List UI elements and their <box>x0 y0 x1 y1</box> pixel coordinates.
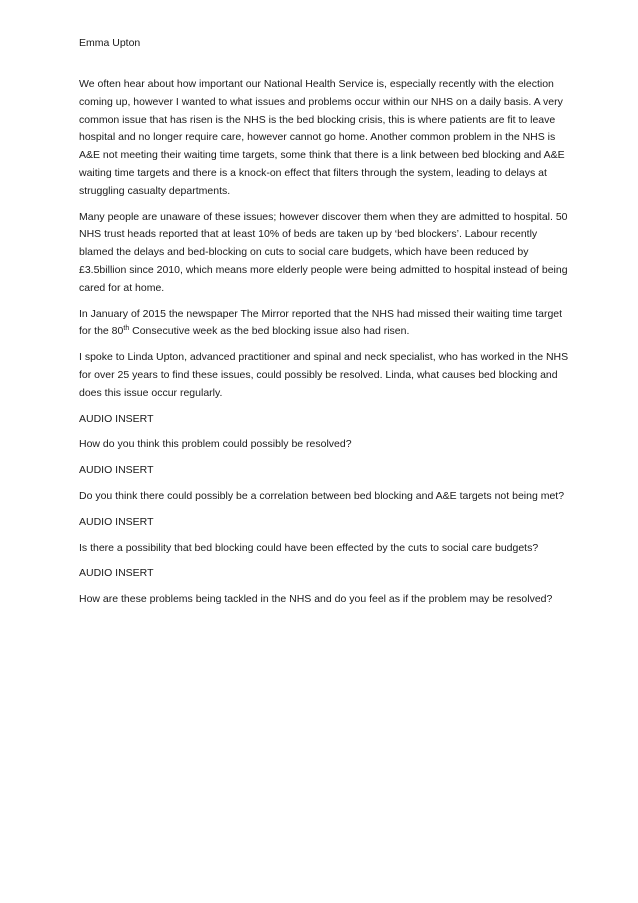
awareness-paragraph: Many people are unaware of these issues; however discover them when they are admitted to hospital. 50 NHS trust heads reported that at least 10% of beds are taken up by ‘bed blockers’. Labour recently blamed the delays and bed-blocking on cuts to social care budgets, which have been reduced by £3.5billion since 2010, which means more elderly people were being admitted to hospital instead of being cared for at home. <box>79 210 568 294</box>
audio-insert-3: AUDIO INSERT <box>79 515 154 528</box>
audio-insert-1: AUDIO INSERT <box>79 412 154 425</box>
audio-insert-2: AUDIO INSERT <box>79 464 154 477</box>
question-4: How are these problems being tackled in the NHS and do you feel as if the problem may be resolved? <box>79 593 553 606</box>
intro-paragraph: We often hear about how important our National Health Service is, especially recently with the election coming up, however I wanted to what issues and problems occur within our NHS on a daily basis. A very common issue that has risen is the NHS is the bed blocking crisis, this is where patients are fit to leave hospital and no longer require care, however cannot go home. Another common problem in the NHS is A&E not meeting their waiting time targets, some think that there is a link between bed blocking and A&E waiting time targets and there is a knock-on effect that filters through the system, leading to delays at struggling casualty departments. <box>79 78 565 197</box>
question-1: How do you think this problem could possibly be resolved? <box>79 438 352 451</box>
mirror-report-paragraph <box>79 306 569 342</box>
mirror-report-text-end: Consecutive week as the bed blocking issue also had risen. <box>129 325 410 338</box>
ordinal-suffix: th <box>123 325 130 333</box>
audio-insert-4: AUDIO INSERT <box>79 567 154 580</box>
question-2: Do you think there could possibly be a correlation between bed blocking and A&E targets not being met? <box>79 489 565 502</box>
interview-intro-paragraph: I spoke to Linda Upton, advanced practitioner and spinal and neck specialist, who has worked in the NHS for over 25 years to find these issues, could possibly be resolved. Linda, what causes bed blocking and does this issue occur regularly. <box>79 351 569 399</box>
document-body <box>79 76 569 617</box>
question-3: Is there a possibility that bed blocking could have been effected by the cuts to social care budgets? <box>79 541 539 554</box>
author-header: Emma Upton <box>79 37 141 49</box>
mirror-report-text-start: In January of 2015 the newspaper The Mirror reported that the NHS had missed their waiting time target for the 80 <box>79 307 563 338</box>
